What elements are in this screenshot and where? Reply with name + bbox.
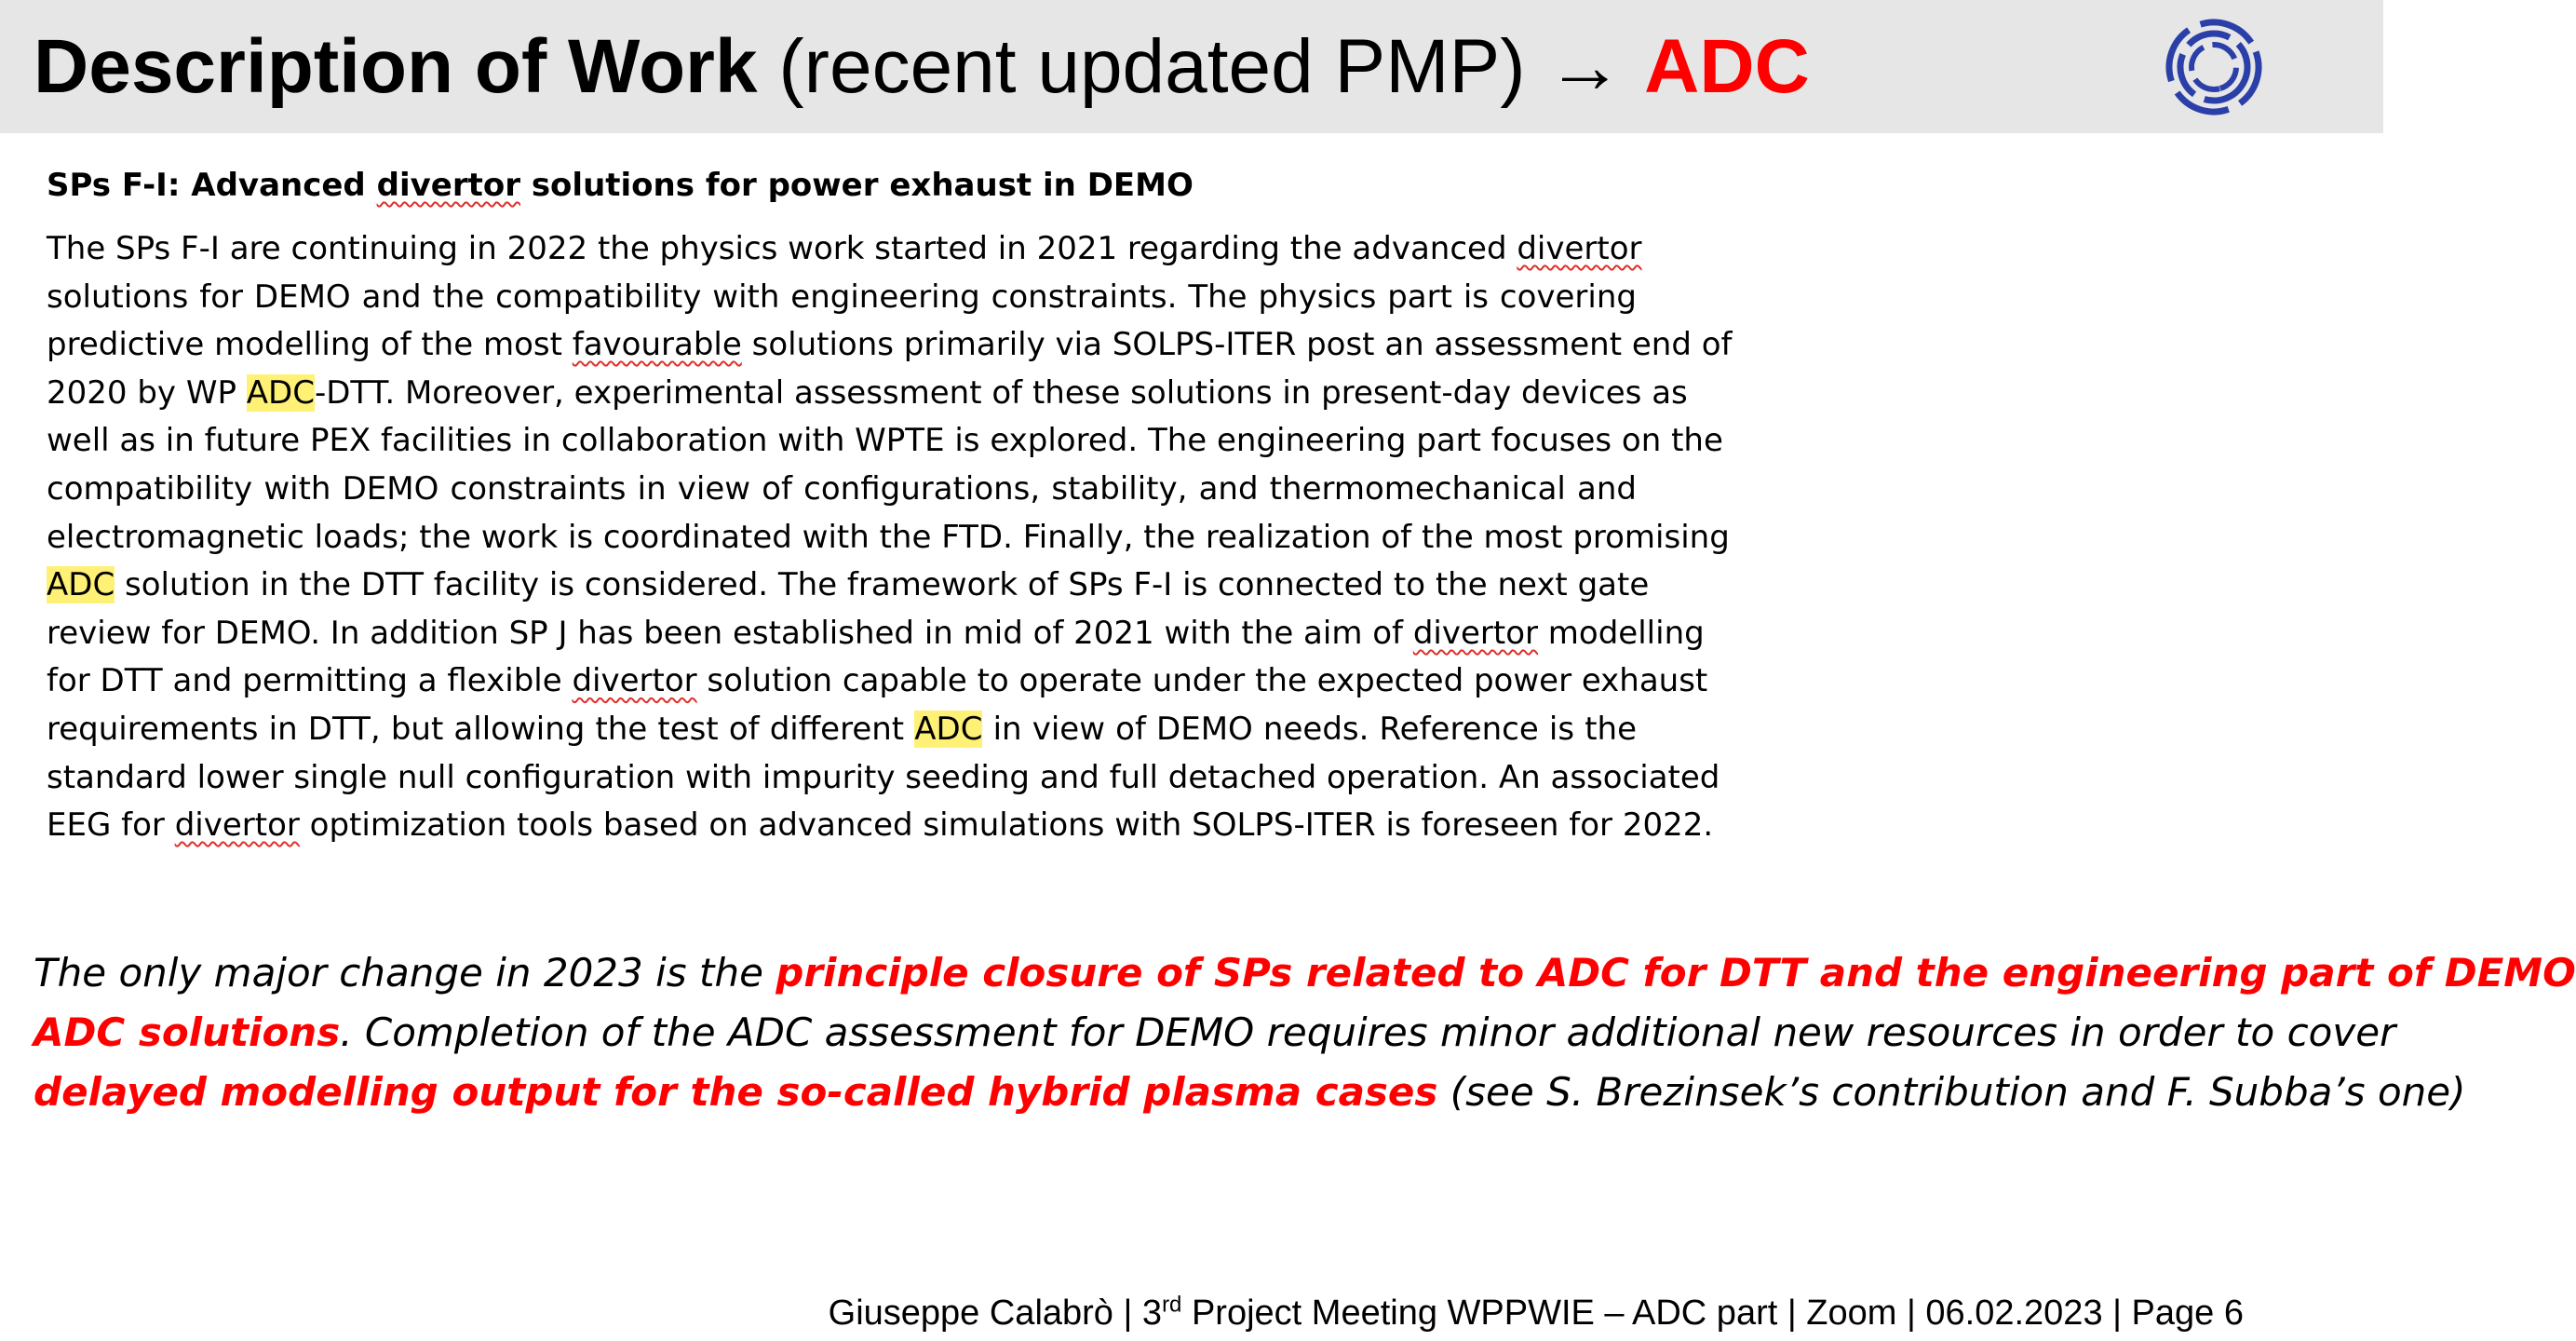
summary-text: . Completion of the ADC assessment for DEMO requires minor additional new resources in order to cover [340, 1009, 2396, 1055]
paragraph-line [47, 417, 1723, 466]
paragraph-line [47, 657, 1708, 706]
paragraph-line [47, 466, 1637, 514]
line-text: predictive modelling of the most [47, 326, 573, 364]
paragraph-line [47, 274, 1637, 322]
paragraph-line [47, 802, 1714, 850]
change-summary [34, 943, 2576, 1122]
spellcheck-word: divertor [572, 662, 697, 700]
document-heading [47, 156, 1637, 214]
summary-emphasis: principle closure of SPs related to ADC for DTT and the engineering part of DEMO [775, 950, 2576, 996]
line-text: review for DEMO. In addition SP J has been established in mid of 2021 with the aim of [47, 614, 1413, 652]
line-text: compatibility with DEMO constraints in view of configurations, stability, and thermomechanical and [47, 469, 1637, 508]
line-text: electromagnetic loads; the work is coordinated with the FTD. Finally, the realization of the most promising [47, 518, 1730, 556]
paragraph-line [47, 321, 1733, 370]
spellcheck-word: divertor [1412, 614, 1538, 652]
line-text: -DTT. Moreover, experimental assessment of these solutions in present-day devices as [314, 373, 1688, 412]
arrow-icon: → [1546, 24, 1624, 109]
title-adc: ADC [1644, 24, 1810, 109]
line-text: optimization tools based on advanced simulations with SOLPS-ITER is foreseen for 2022. [299, 806, 1714, 845]
line-text: solution capable to operate under the expected power exhaust [696, 662, 1708, 700]
line-text: in view of DEMO needs. Reference is the [982, 710, 1637, 748]
heading-text-end: solutions for power exhaust in DEMO [519, 167, 1194, 204]
line-text: solutions for DEMO and the compatibility with engineering constraints. The physics part is covering [47, 278, 1637, 316]
heading-text-start: SPs F-I: Advanced [47, 167, 377, 204]
footer-meeting-info: Project Meeting WPPWIE – ADC part | Zoom | 06.02.2023 | Page 6 [1181, 1294, 2244, 1333]
document-excerpt [47, 156, 1733, 850]
spellcheck-word: divertor [1517, 230, 1642, 267]
line-text: for DTT and permitting a flexible [47, 662, 573, 700]
line-text: The SPs F-I are continuing in 2022 the physics work started in 2021 regarding the advanced [47, 230, 1517, 267]
summary-text: (see S. Brezinsek’s contribution and F. Subba’s one) [1437, 1069, 2466, 1115]
summary-line [34, 1063, 2466, 1122]
line-text: well as in future PEX facilities in collaboration with WPTE is explored. The engineering part focuses on the [47, 422, 1723, 460]
footer-superscript: rd [1162, 1292, 1182, 1318]
line-text: 2020 by WP [47, 373, 247, 412]
paragraph-line [47, 370, 1688, 418]
line-text: modelling [1538, 614, 1705, 652]
line-text: solution in the DTT facility is considered. The framework of SPs F-I is connected to the next gate [115, 566, 1650, 604]
paragraph-line [47, 754, 1720, 803]
footer-author: Giuseppe Calabrò | 3 [828, 1294, 1163, 1333]
highlighted-adc: ADC [914, 710, 983, 748]
slide-title [34, 20, 1810, 114]
summary-text: The only major change in 2023 is the [34, 950, 776, 996]
paragraph-line [47, 562, 1650, 610]
summary-emphasis: delayed modelling output for the so-called hybrid plasma cases [34, 1069, 1438, 1115]
paragraph-line [47, 706, 1637, 754]
spellcheck-word: divertor [174, 806, 300, 845]
paragraph-line [47, 610, 1705, 658]
summary-line [34, 943, 2576, 1003]
line-text: standard lower single null configuration with impurity seeding and full detached operation. An associated [47, 758, 1720, 796]
eurofusion-logo-icon [2162, 15, 2266, 119]
document-paragraph [47, 225, 1733, 850]
line-text: requirements in DTT, but allowing the test of different [47, 710, 915, 748]
spellcheck-word: favourable [572, 326, 742, 364]
slide-footer [829, 1291, 2244, 1335]
summary-line [34, 1003, 2396, 1063]
title-subtitle: (recent updated PMP) [778, 24, 1526, 109]
paragraph-line [47, 225, 1642, 274]
summary-emphasis: ADC solutions [34, 1009, 341, 1055]
highlighted-adc: ADC [246, 373, 315, 412]
line-text: solutions primarily via SOLPS-ITER post an assessment end of [741, 326, 1733, 364]
title-bold: Description of Work [34, 24, 758, 109]
heading-spellcheck-word: divertor [376, 167, 520, 204]
highlighted-adc: ADC [47, 566, 115, 604]
paragraph-line [47, 514, 1730, 562]
line-text: EEG for [47, 806, 175, 845]
